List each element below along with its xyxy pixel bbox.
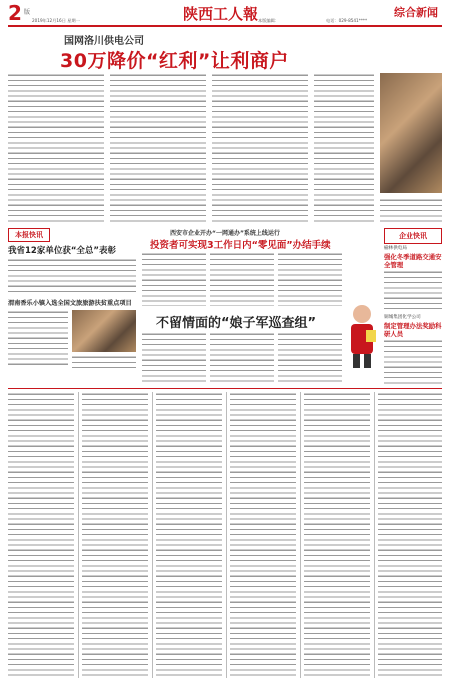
right-kicker-1: 榆林供电局 — [384, 246, 407, 251]
right-headline-2: 制定管理办法奖励科研人员 — [384, 322, 442, 338]
masthead-info-mid: 本版编辑： — [258, 18, 279, 23]
page-number: 2 — [8, 1, 22, 25]
enterprise-tag-text: 企业快讯 — [399, 232, 427, 240]
lower-col-4 — [230, 392, 296, 678]
lead-body-col-1 — [8, 73, 104, 223]
news-logo-text: 本报快讯 — [15, 231, 43, 239]
paper-name: 陕西工人報 — [183, 5, 259, 23]
lower-col-1 — [8, 392, 74, 678]
lead-body-col-3 — [212, 73, 308, 223]
left-body-2 — [8, 310, 68, 368]
feature-body-col-2 — [210, 332, 274, 382]
feature-headline: 不留情面的“娘子军巡查组” — [156, 316, 317, 331]
mid-headline: 投资者可实现3工作日内“零见面”办结手续 — [150, 240, 331, 251]
masthead-rule — [8, 25, 442, 27]
lead-photo-caption — [380, 198, 442, 223]
masthead-info-right: 电话：029-8541**** — [326, 18, 368, 23]
right-body-1 — [384, 270, 442, 310]
lower-body — [8, 392, 442, 680]
mid-body-col-1 — [142, 252, 206, 306]
section-name: 综合新闻 — [394, 6, 438, 19]
left-body-1 — [8, 258, 136, 294]
masthead-info-left: 2019年12月16日 星期一 — [32, 18, 80, 23]
right-column — [384, 228, 442, 388]
lower-col-5 — [304, 392, 370, 678]
left-headline-2: 渭南香乐小镇入选全国文旅旅游扶贫重点项目 — [8, 300, 132, 307]
enterprise-tag — [384, 228, 442, 244]
lead-headline: 30万降价“红利”让利商户 — [60, 50, 289, 72]
lower-col-3 — [156, 392, 222, 678]
feature-body-col-3 — [278, 332, 342, 382]
lead-body-col-4 — [314, 73, 374, 223]
lead-article — [8, 28, 442, 226]
masthead — [8, 1, 442, 26]
feature-article — [142, 312, 342, 384]
left-photo — [72, 310, 136, 352]
mid-kicker: 西安市企业开办“一网通办”系统上线运行 — [170, 230, 280, 237]
lower-rule — [8, 388, 442, 389]
left-headline-1: 我省12家单位获“全总”表彰 — [8, 246, 117, 256]
left-photo-caption — [72, 355, 136, 369]
right-kicker-2: 铜城集团化学公司 — [384, 315, 421, 320]
lower-col-6 — [378, 392, 442, 678]
right-headline-1: 强化冬季道路交通安全管理 — [384, 253, 442, 269]
badge-icon — [342, 300, 382, 370]
feature-illustration — [342, 300, 382, 370]
lead-photo — [380, 73, 442, 193]
right-body-2 — [384, 339, 442, 387]
lead-body-col-2 — [110, 73, 206, 223]
mid-body-col-2 — [210, 252, 274, 306]
lower-col-2 — [82, 392, 148, 678]
page-label: 版 — [24, 9, 31, 16]
left-news-column — [8, 228, 136, 378]
middle-article — [142, 228, 342, 308]
news-logo — [8, 228, 50, 242]
lead-kicker: 国网洛川供电公司 — [64, 36, 144, 47]
mid-body-col-3 — [278, 252, 342, 306]
feature-body-col-1 — [142, 332, 206, 382]
